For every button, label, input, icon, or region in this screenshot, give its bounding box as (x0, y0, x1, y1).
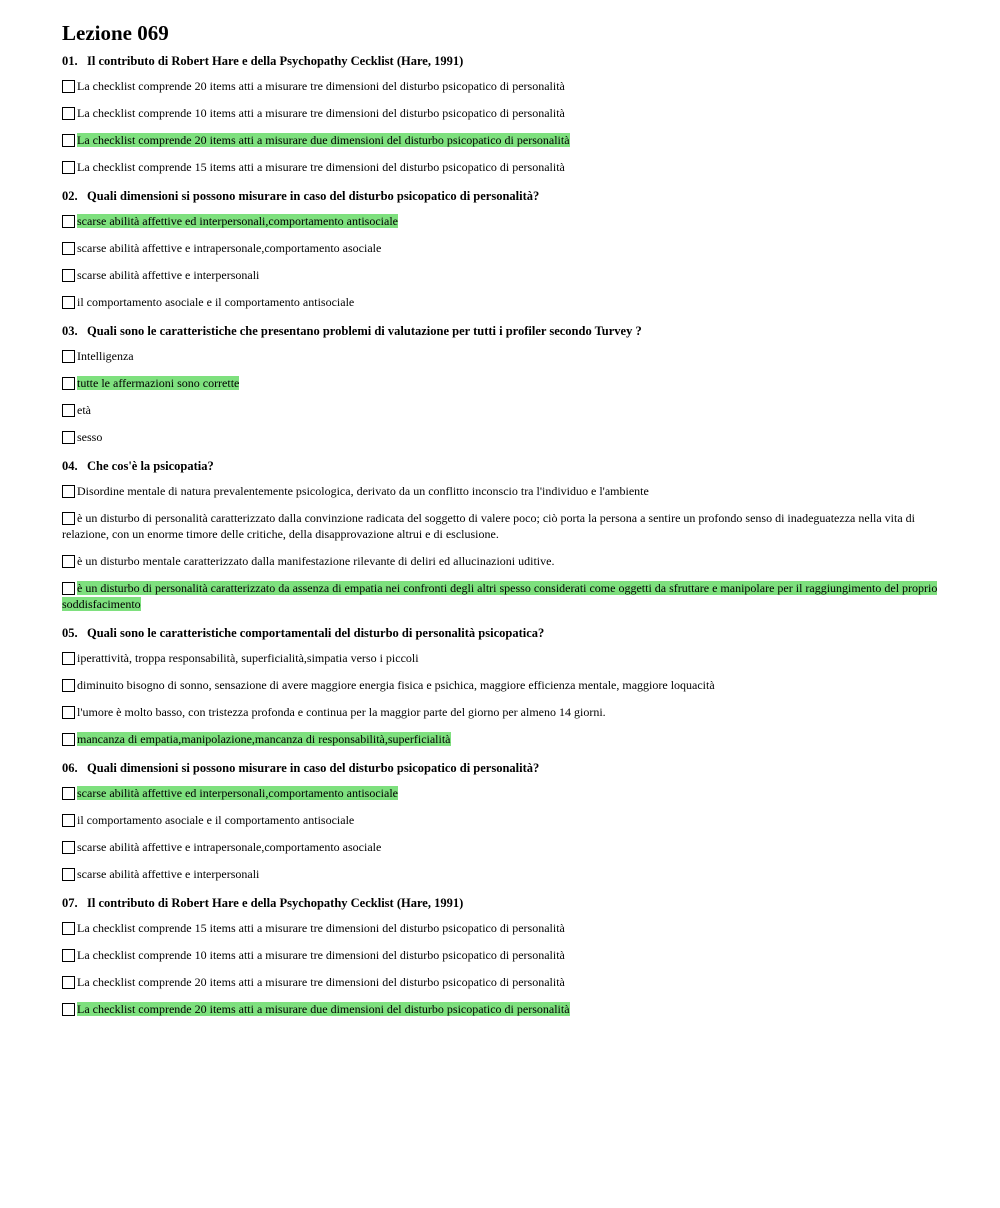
answer-text: tutte le affermazioni sono corrette (77, 376, 240, 390)
question-block (62, 458, 938, 612)
checkbox[interactable] (62, 679, 75, 692)
question-label: Quali sono le caratteristiche comportamentali del disturbo di personalità psicopatica? (87, 626, 545, 640)
answer-option[interactable] (62, 704, 938, 720)
answer-option[interactable] (62, 105, 938, 121)
checkbox[interactable] (62, 242, 75, 255)
answer-text: iperattività, troppa responsabilità, superficialità,simpatia verso i piccoli (77, 651, 419, 665)
answer-text: è un disturbo di personalità caratterizzato dalla convinzione radicata del soggetto di valere poco; ciò porta la persona a sentire un profondo senso di inadeguatezza nella vita di relazione, con un enorme timore delle critiche, della disapprovazione altrui e di esclusione. (62, 511, 916, 541)
checkbox[interactable] (62, 841, 75, 854)
question-label: Che cos'è la psicopatia? (87, 459, 214, 473)
answer-option[interactable] (62, 866, 938, 882)
answer-text: scarse abilità affettive e intrapersonale,comportamento asociale (77, 840, 382, 854)
answer-text: La checklist comprende 15 items atti a misurare tre dimensioni del disturbo psicopatico di personalità (77, 921, 565, 935)
answer-option[interactable] (62, 510, 938, 542)
checkbox[interactable] (62, 134, 75, 147)
checkbox[interactable] (62, 269, 75, 282)
question-text (62, 625, 938, 641)
checkbox[interactable] (62, 80, 75, 93)
checkbox[interactable] (62, 350, 75, 363)
answer-option-correct[interactable] (62, 1001, 938, 1017)
answer-text: età (77, 403, 91, 417)
answer-option[interactable] (62, 812, 938, 828)
question-number: 07. (62, 896, 78, 910)
answer-option[interactable] (62, 650, 938, 666)
answer-text: mancanza di empatia,manipolazione,mancanza di responsabilità,superficialità (77, 732, 451, 746)
question-list (62, 53, 938, 1017)
answer-text: è un disturbo di personalità caratterizzato da assenza di empatia nei confronti degli altri spesso considerati come oggetti da sfruttare e manipolare per il raggiungimento del proprio soddisfacimento (62, 581, 938, 611)
answer-option-correct[interactable] (62, 785, 938, 801)
answer-option[interactable] (62, 553, 938, 569)
checkbox[interactable] (62, 949, 75, 962)
question-block (62, 895, 938, 1017)
question-label: Quali sono le caratteristiche che presentano problemi di valutazione per tutti i profiler secondo Turvey ? (87, 324, 642, 338)
question-text (62, 458, 938, 474)
answer-text: l'umore è molto basso, con tristezza profonda e continua per la maggior parte del giorno per almeno 14 giorni. (77, 705, 606, 719)
question-number: 04. (62, 459, 78, 473)
question-label: Quali dimensioni si possono misurare in caso del disturbo psicopatico di personalità? (87, 189, 540, 203)
answer-text: diminuito bisogno di sonno, sensazione di avere maggiore energia fisica e psichica, maggiore efficienza mentale, maggiore loquacità (77, 678, 715, 692)
answer-text: Disordine mentale di natura prevalentemente psicologica, derivato da un conflitto inconscio tra l'individuo e l'ambiente (77, 484, 649, 498)
answer-text: scarse abilità affettive ed interpersonali,comportamento antisociale (77, 786, 398, 800)
checkbox[interactable] (62, 215, 75, 228)
checkbox[interactable] (62, 582, 75, 595)
question-text (62, 760, 938, 776)
answer-option[interactable] (62, 947, 938, 963)
answer-text: scarse abilità affettive ed interpersonali,comportamento antisociale (77, 214, 398, 228)
question-block (62, 625, 938, 747)
checkbox[interactable] (62, 431, 75, 444)
question-block (62, 53, 938, 175)
answer-text: Intelligenza (77, 349, 134, 363)
answer-option-correct[interactable] (62, 731, 938, 747)
checkbox[interactable] (62, 377, 75, 390)
checkbox[interactable] (62, 814, 75, 827)
answer-option[interactable] (62, 348, 938, 364)
checkbox[interactable] (62, 787, 75, 800)
answer-option[interactable] (62, 429, 938, 445)
checkbox[interactable] (62, 706, 75, 719)
question-block (62, 760, 938, 882)
answer-text: La checklist comprende 15 items atti a misurare tre dimensioni del disturbo psicopatico di personalità (77, 160, 565, 174)
answer-option[interactable] (62, 974, 938, 990)
answer-text: scarse abilità affettive e interpersonali (77, 268, 260, 282)
question-number: 06. (62, 761, 78, 775)
answer-option[interactable] (62, 267, 938, 283)
answer-text: sesso (77, 430, 103, 444)
checkbox[interactable] (62, 161, 75, 174)
answer-text: il comportamento asociale e il comportamento antisociale (77, 813, 355, 827)
answer-option[interactable] (62, 677, 938, 693)
question-text (62, 188, 938, 204)
page-title: Lezione 069 (62, 21, 169, 45)
question-text (62, 323, 938, 339)
question-number: 03. (62, 324, 78, 338)
question-label: Il contributo di Robert Hare e della Psychopathy Cecklist (Hare, 1991) (87, 54, 464, 68)
question-text (62, 895, 938, 911)
checkbox[interactable] (62, 733, 75, 746)
question-number: 02. (62, 189, 78, 203)
answer-option[interactable] (62, 920, 938, 936)
question-block (62, 323, 938, 445)
answer-option[interactable] (62, 159, 938, 175)
question-block (62, 188, 938, 310)
checkbox[interactable] (62, 922, 75, 935)
answer-text: è un disturbo mentale caratterizzato dalla manifestazione rilevante di deliri ed allucinazioni uditive. (77, 554, 555, 568)
checkbox[interactable] (62, 868, 75, 881)
question-number: 05. (62, 626, 78, 640)
answer-text: La checklist comprende 20 items atti a misurare tre dimensioni del disturbo psicopatico di personalità (77, 79, 565, 93)
question-label: Il contributo di Robert Hare e della Psychopathy Cecklist (Hare, 1991) (87, 896, 464, 910)
question-label: Quali dimensioni si possono misurare in caso del disturbo psicopatico di personalità? (87, 761, 540, 775)
answer-text: scarse abilità affettive e interpersonali (77, 867, 260, 881)
answer-option[interactable] (62, 294, 938, 310)
answer-option-correct[interactable] (62, 375, 938, 391)
checkbox[interactable] (62, 652, 75, 665)
checkbox[interactable] (62, 976, 75, 989)
answer-option[interactable] (62, 483, 938, 499)
answer-option-correct[interactable] (62, 213, 938, 229)
checkbox[interactable] (62, 555, 75, 568)
answer-text: La checklist comprende 20 items atti a misurare due dimensioni del disturbo psicopatico di personalità (77, 1002, 570, 1016)
answer-text: La checklist comprende 20 items atti a misurare due dimensioni del disturbo psicopatico di personalità (77, 133, 570, 147)
answer-option[interactable] (62, 839, 938, 855)
question-text (62, 53, 938, 69)
quiz-page (62, 20, 938, 1028)
checkbox[interactable] (62, 485, 75, 498)
answer-option[interactable] (62, 402, 938, 418)
answer-option[interactable] (62, 78, 938, 94)
answer-option-correct[interactable] (62, 132, 938, 148)
answer-text: La checklist comprende 10 items atti a misurare tre dimensioni del disturbo psicopatico di personalità (77, 106, 565, 120)
checkbox[interactable] (62, 296, 75, 309)
answer-option[interactable] (62, 240, 938, 256)
answer-text: scarse abilità affettive e intrapersonale,comportamento asociale (77, 241, 382, 255)
answer-text: il comportamento asociale e il comportamento antisociale (77, 295, 355, 309)
answer-text: La checklist comprende 20 items atti a misurare tre dimensioni del disturbo psicopatico di personalità (77, 975, 565, 989)
question-number: 01. (62, 54, 78, 68)
checkbox[interactable] (62, 512, 75, 525)
answer-text: La checklist comprende 10 items atti a misurare tre dimensioni del disturbo psicopatico di personalità (77, 948, 565, 962)
answer-option-correct[interactable] (62, 580, 938, 612)
checkbox[interactable] (62, 404, 75, 417)
checkbox[interactable] (62, 1003, 75, 1016)
checkbox[interactable] (62, 107, 75, 120)
